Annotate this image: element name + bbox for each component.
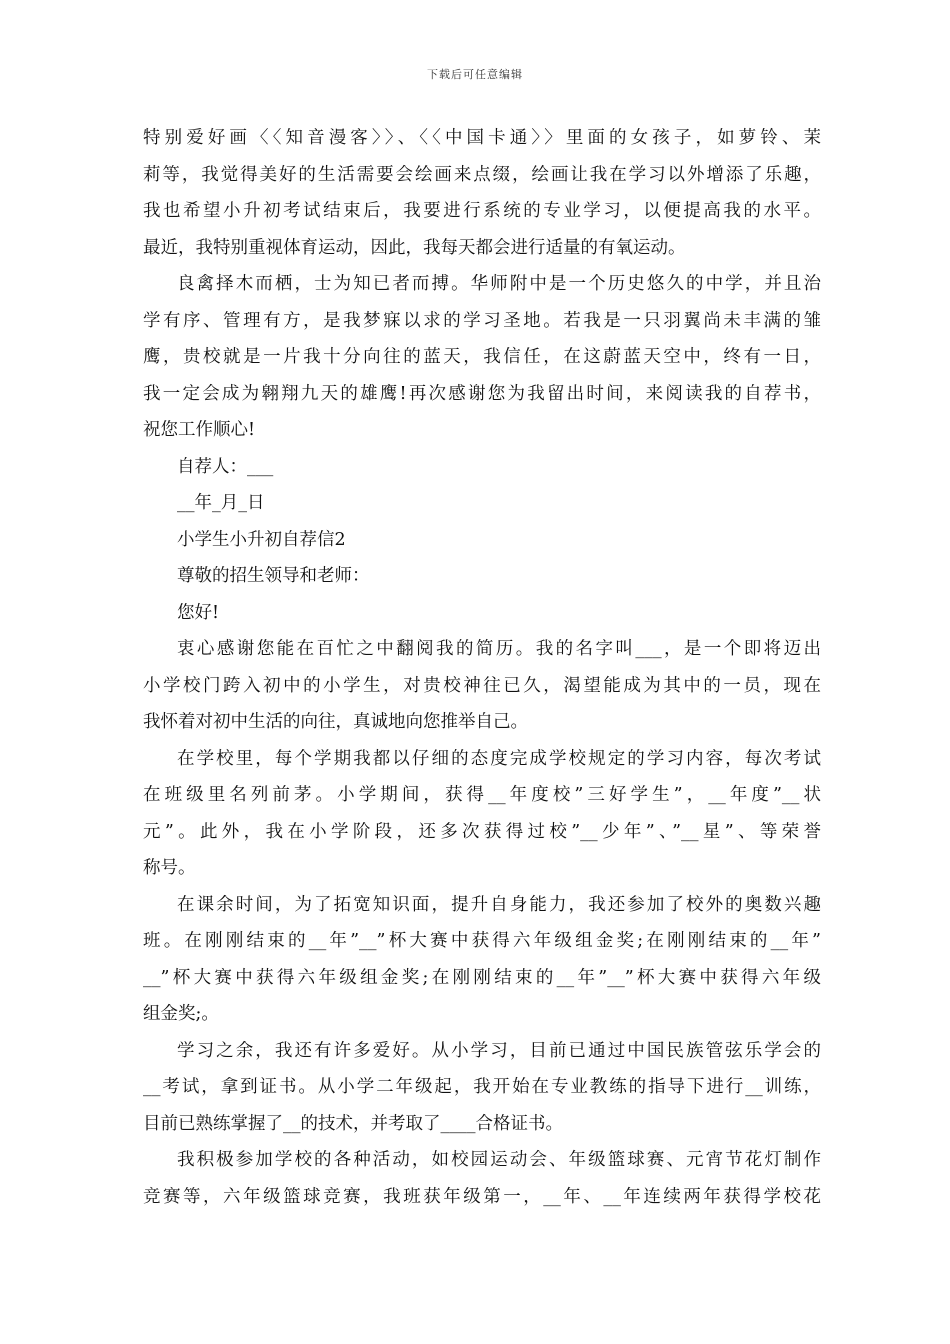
text-line: 祝您工作顺心! bbox=[143, 420, 256, 440]
text-line: 在学校里，每个学期我都以仔细的态度完成学校规定的学习内容，每次考试 bbox=[177, 748, 821, 769]
text-line: 在课余时间，为了拓宽知识面，提升自身能力，我还参加了校外的奥数兴趣 bbox=[177, 894, 821, 915]
text-line: 班。在刚刚结束的__年”__”杯大赛中获得六年级组金奖;在刚刚结束的__年” bbox=[143, 931, 821, 951]
text-line: __年_月_日 bbox=[177, 493, 265, 513]
text-line: 学习之余，我还有许多爱好。从小学习，目前已通过中国民族管弦乐学会的 bbox=[177, 1040, 821, 1061]
text-line: 我怀着对初中生活的向往，真诚地向您推举自己。 bbox=[143, 712, 528, 732]
text-line: 我积极参加学校的各种活动，如校园运动会、年级篮球赛、元宵节花灯制作 bbox=[177, 1150, 821, 1170]
text-line: 鹰，贵校就是一片我十分向往的蓝天，我信任，在这蔚蓝天空中，终有一日， bbox=[143, 347, 821, 367]
text-line: 竞赛等，六年级篮球竞赛，我班获年级第一，__年、__年连续两年获得学校花 bbox=[143, 1186, 821, 1207]
page-header: 下载后可任意编辑 bbox=[427, 68, 523, 81]
text-line: 小学校门跨入初中的小学生，对贵校神往已久，渴望能成为其中的一员，现在 bbox=[143, 675, 821, 696]
text-line: 在班级里名列前茅。小学期间，获得__年度校”三好学生”，__年度”__状 bbox=[143, 785, 821, 805]
text-line: 目前已熟练掌握了__的技术，并考取了____合格证书。 bbox=[143, 1113, 563, 1134]
text-line: 我也希望小升初考试结束后，我要进行系统的专业学习，以便提高我的水平。 bbox=[143, 201, 821, 221]
text-line: 小学生小升初自荐信2 bbox=[177, 529, 346, 550]
text-line: __”杯大赛中获得六年级组金奖;在刚刚结束的__年”__”杯大赛中获得六年级 bbox=[143, 967, 821, 988]
text-line: 我一定会成为翱翔九天的雄鹰!再次感谢您为我留出时间，来阅读我的自荐书， bbox=[143, 383, 821, 404]
text-line: __考试，拿到证书。从小学二年级起，我开始在专业教练的指导下进行__训练， bbox=[143, 1077, 821, 1097]
document-body bbox=[143, 120, 821, 1215]
text-line: 良禽择木而栖，士为知已者而搏。华师附中是一个历史悠久的中学，并且治 bbox=[177, 274, 821, 294]
text-line: 莉等，我觉得美好的生活需要会绘画来点缀，绘画让我在学习以外增添了乐趣， bbox=[143, 164, 821, 185]
text-line: 最近，我特别重视体育运动，因此，我每天都会进行适量的有氧运动。 bbox=[143, 237, 686, 258]
text-line: 称号。 bbox=[143, 858, 196, 878]
text-line: 学有序、管理有方，是我梦寐以求的学习圣地。若我是一只羽翼尚未丰满的雏 bbox=[143, 310, 821, 331]
text-line: 自荐人：___ bbox=[177, 456, 274, 477]
text-line: 您好! bbox=[177, 602, 220, 623]
text-line: 尊敬的招生领导和老师： bbox=[177, 566, 370, 586]
text-line: 元”。此外，我在小学阶段，还多次获得过校”__少年”、”__星”、等荣誉 bbox=[143, 821, 821, 842]
text-line: 特别爱好画〈〈知音漫客〉〉、〈〈中国卡通〉〉里面的女孩子，如萝铃、茉 bbox=[143, 128, 821, 148]
text-line: 组金奖;。 bbox=[143, 1004, 219, 1024]
text-line: 衷心感谢您能在百忙之中翻阅我的简历。我的名字叫___，是一个即将迈出 bbox=[177, 639, 821, 659]
